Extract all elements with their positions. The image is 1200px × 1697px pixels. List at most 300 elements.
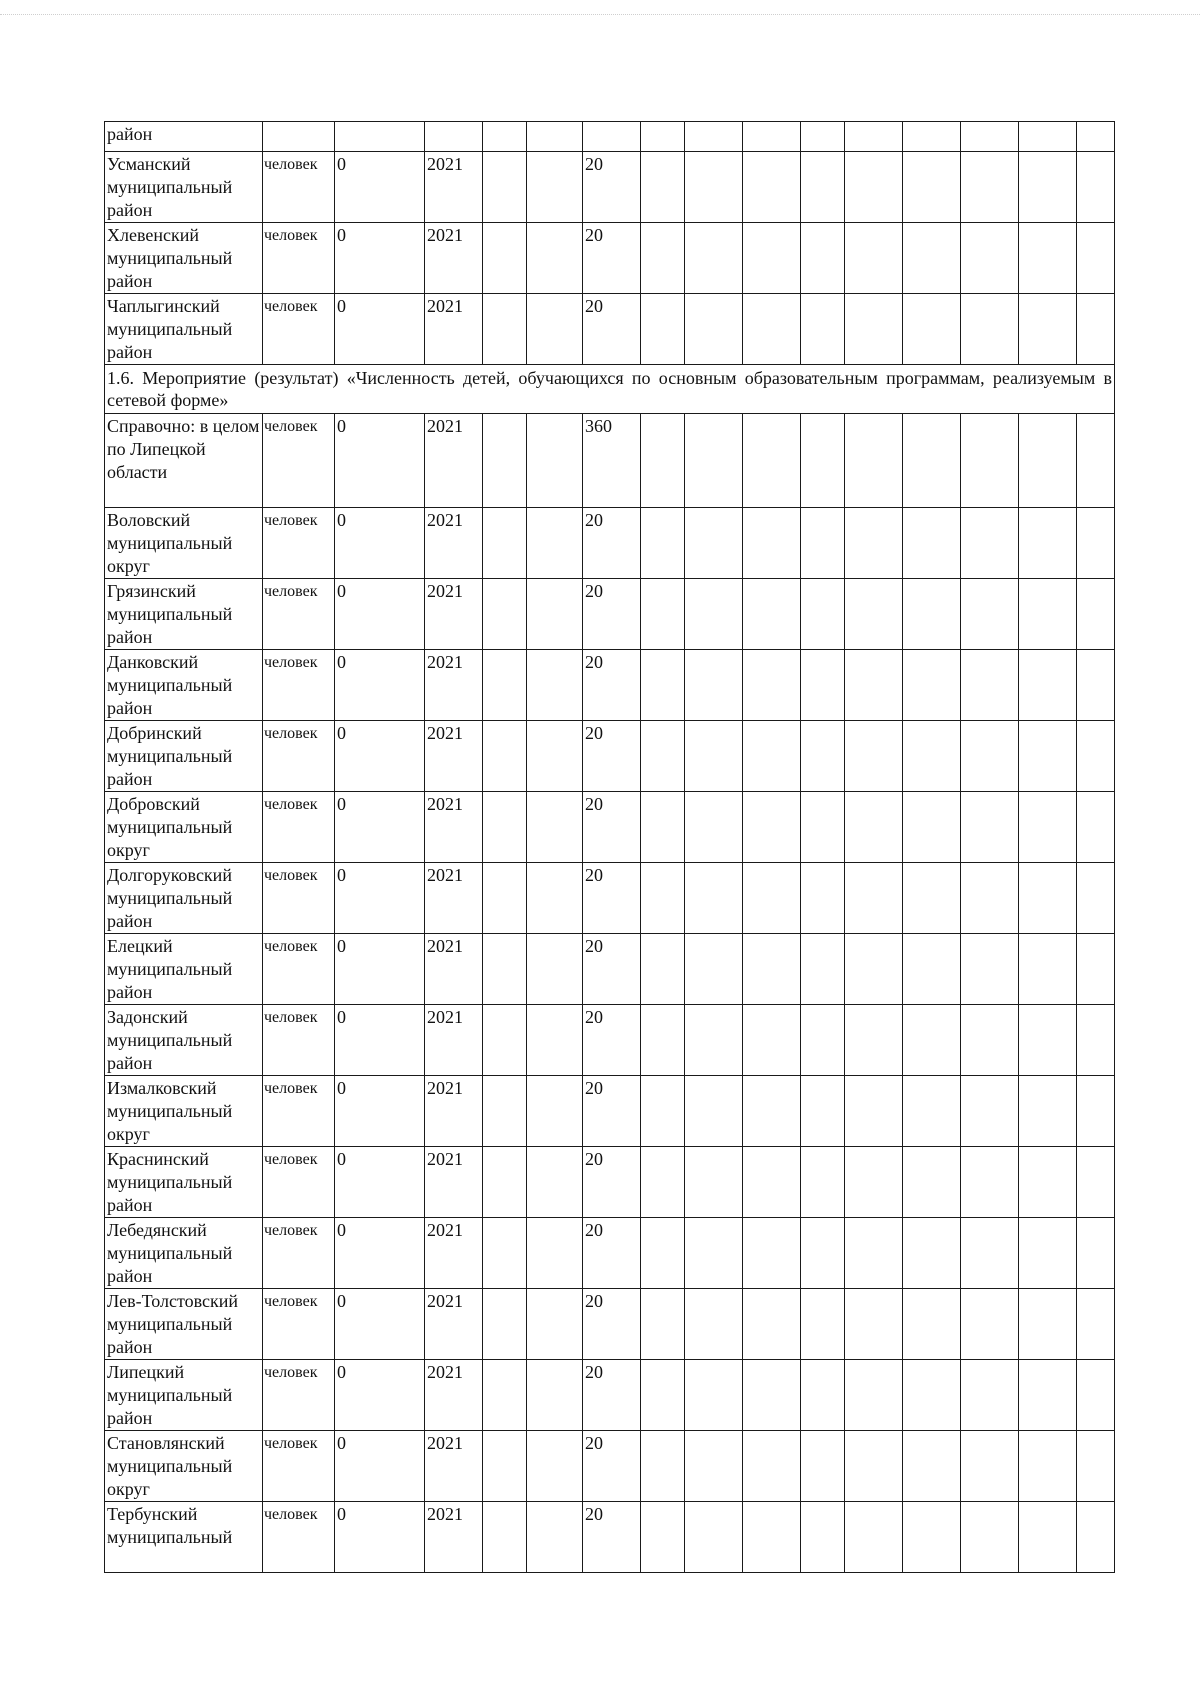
empty-cell xyxy=(1077,650,1115,721)
base-year-cell: 2021 xyxy=(425,152,483,223)
empty-cell xyxy=(845,863,903,934)
table-row xyxy=(105,650,1115,721)
empty-cell xyxy=(483,122,527,152)
empty-cell xyxy=(641,508,685,579)
empty-cell xyxy=(641,863,685,934)
base-value-cell xyxy=(335,122,425,152)
empty-cell xyxy=(903,152,961,223)
empty-cell xyxy=(801,1502,845,1573)
table-row xyxy=(105,1502,1115,1573)
plan-value-cell: 20 xyxy=(583,508,641,579)
district-name-cell: Задонский муниципальный район xyxy=(105,1005,263,1076)
plan-value-cell: 360 xyxy=(583,414,641,508)
base-year-cell: 2021 xyxy=(425,1360,483,1431)
unit-cell: человек xyxy=(263,1076,335,1147)
empty-cell xyxy=(801,721,845,792)
empty-cell xyxy=(1019,1431,1077,1502)
empty-cell xyxy=(685,721,743,792)
empty-cell xyxy=(483,579,527,650)
plan-value-cell: 20 xyxy=(583,650,641,721)
empty-cell xyxy=(845,223,903,294)
base-value-cell: 0 xyxy=(335,934,425,1005)
base-value-cell: 0 xyxy=(335,1289,425,1360)
empty-cell xyxy=(483,1502,527,1573)
empty-cell xyxy=(743,579,801,650)
table-row xyxy=(105,1289,1115,1360)
base-year-cell: 2021 xyxy=(425,414,483,508)
empty-cell xyxy=(961,1147,1019,1218)
empty-cell xyxy=(641,294,685,365)
table-row xyxy=(105,1360,1115,1431)
table-row xyxy=(105,122,1115,152)
empty-cell xyxy=(743,508,801,579)
base-year-cell: 2021 xyxy=(425,223,483,294)
empty-cell xyxy=(483,1289,527,1360)
empty-cell xyxy=(743,294,801,365)
empty-cell xyxy=(801,650,845,721)
empty-cell xyxy=(685,508,743,579)
empty-cell xyxy=(1077,152,1115,223)
base-year-cell: 2021 xyxy=(425,1218,483,1289)
base-year-cell: 2021 xyxy=(425,579,483,650)
base-year-cell: 2021 xyxy=(425,721,483,792)
district-name-cell: Становлянский муниципальный округ xyxy=(105,1431,263,1502)
empty-cell xyxy=(1077,223,1115,294)
empty-cell xyxy=(685,122,743,152)
section-header-body xyxy=(105,365,1115,414)
empty-cell xyxy=(527,1502,583,1573)
empty-cell xyxy=(961,721,1019,792)
empty-cell xyxy=(903,579,961,650)
unit-cell: человек xyxy=(263,579,335,650)
table-row xyxy=(105,1147,1115,1218)
empty-cell xyxy=(641,223,685,294)
unit-cell: человек xyxy=(263,934,335,1005)
empty-cell xyxy=(961,1289,1019,1360)
unit-cell: человек xyxy=(263,721,335,792)
empty-cell xyxy=(1019,1289,1077,1360)
empty-cell xyxy=(961,1076,1019,1147)
district-name-cell: Усманский муниципальный район xyxy=(105,152,263,223)
table-row xyxy=(105,152,1115,223)
table-row xyxy=(105,223,1115,294)
empty-cell xyxy=(845,152,903,223)
empty-cell xyxy=(527,579,583,650)
unit-cell: человек xyxy=(263,508,335,579)
empty-cell xyxy=(1077,1147,1115,1218)
empty-cell xyxy=(845,579,903,650)
empty-cell xyxy=(483,1005,527,1076)
empty-cell xyxy=(641,792,685,863)
empty-cell xyxy=(685,1076,743,1147)
unit-cell: человек xyxy=(263,152,335,223)
empty-cell xyxy=(903,508,961,579)
empty-cell xyxy=(845,1289,903,1360)
empty-cell xyxy=(685,152,743,223)
base-year-cell: 2021 xyxy=(425,1502,483,1573)
empty-cell xyxy=(801,152,845,223)
district-name-cell: Чаплыгинский муниципальный район xyxy=(105,294,263,365)
base-value-cell: 0 xyxy=(335,863,425,934)
unit-cell: человек xyxy=(263,1502,335,1573)
table-body-part2 xyxy=(105,414,1115,1573)
empty-cell xyxy=(743,792,801,863)
empty-cell xyxy=(527,414,583,508)
empty-cell xyxy=(743,152,801,223)
empty-cell xyxy=(1077,414,1115,508)
empty-cell xyxy=(527,122,583,152)
unit-cell: человек xyxy=(263,650,335,721)
empty-cell xyxy=(1077,1431,1115,1502)
empty-cell xyxy=(903,1147,961,1218)
empty-cell xyxy=(961,414,1019,508)
empty-cell xyxy=(685,294,743,365)
empty-cell xyxy=(1019,1218,1077,1289)
empty-cell xyxy=(483,223,527,294)
table-row xyxy=(105,414,1115,508)
table-row xyxy=(105,721,1115,792)
empty-cell xyxy=(1019,579,1077,650)
empty-cell xyxy=(1077,1360,1115,1431)
district-name-cell: Добровский муниципальный округ xyxy=(105,792,263,863)
empty-cell xyxy=(1077,1005,1115,1076)
empty-cell xyxy=(685,223,743,294)
district-name-cell: Грязинский муниципальный район xyxy=(105,579,263,650)
empty-cell xyxy=(961,792,1019,863)
empty-cell xyxy=(1019,122,1077,152)
district-name-cell: Долгоруковский муниципальный район xyxy=(105,863,263,934)
base-year-cell: 2021 xyxy=(425,792,483,863)
empty-cell xyxy=(801,1218,845,1289)
base-year-cell: 2021 xyxy=(425,294,483,365)
table-row xyxy=(105,1218,1115,1289)
empty-cell xyxy=(483,721,527,792)
base-value-cell: 0 xyxy=(335,223,425,294)
empty-cell xyxy=(1019,934,1077,1005)
empty-cell xyxy=(483,508,527,579)
empty-cell xyxy=(845,414,903,508)
empty-cell xyxy=(685,1360,743,1431)
empty-cell xyxy=(1019,508,1077,579)
base-value-cell: 0 xyxy=(335,1147,425,1218)
base-value-cell: 0 xyxy=(335,1218,425,1289)
empty-cell xyxy=(527,934,583,1005)
empty-cell xyxy=(527,1289,583,1360)
table-row xyxy=(105,1431,1115,1502)
base-value-cell: 0 xyxy=(335,792,425,863)
unit-cell: человек xyxy=(263,1431,335,1502)
empty-cell xyxy=(641,1360,685,1431)
empty-cell xyxy=(527,1005,583,1076)
empty-cell xyxy=(961,1502,1019,1573)
empty-cell xyxy=(527,1147,583,1218)
plan-value-cell: 20 xyxy=(583,579,641,650)
empty-cell xyxy=(903,1289,961,1360)
plan-value-cell: 20 xyxy=(583,1289,641,1360)
empty-cell xyxy=(743,1005,801,1076)
table-row xyxy=(105,792,1115,863)
empty-cell xyxy=(903,1005,961,1076)
empty-cell xyxy=(1077,792,1115,863)
unit-cell xyxy=(263,122,335,152)
empty-cell xyxy=(903,721,961,792)
empty-cell xyxy=(903,294,961,365)
plan-value-cell: 20 xyxy=(583,721,641,792)
empty-cell xyxy=(1019,721,1077,792)
empty-cell xyxy=(743,414,801,508)
empty-cell xyxy=(743,1076,801,1147)
empty-cell xyxy=(903,792,961,863)
empty-cell xyxy=(1019,152,1077,223)
empty-cell xyxy=(961,223,1019,294)
empty-cell xyxy=(1077,1502,1115,1573)
scan-top-edge xyxy=(0,14,1200,15)
empty-cell xyxy=(1019,223,1077,294)
empty-cell xyxy=(527,792,583,863)
base-year-cell: 2021 xyxy=(425,1431,483,1502)
unit-cell: человек xyxy=(263,223,335,294)
empty-cell xyxy=(641,1005,685,1076)
base-year-cell xyxy=(425,122,483,152)
empty-cell xyxy=(641,122,685,152)
empty-cell xyxy=(903,1218,961,1289)
base-year-cell: 2021 xyxy=(425,1289,483,1360)
empty-cell xyxy=(641,1218,685,1289)
empty-cell xyxy=(527,508,583,579)
empty-cell xyxy=(961,863,1019,934)
empty-cell xyxy=(801,863,845,934)
empty-cell xyxy=(1019,650,1077,721)
unit-cell: человек xyxy=(263,792,335,863)
empty-cell xyxy=(743,1218,801,1289)
empty-cell xyxy=(801,508,845,579)
table-row xyxy=(105,863,1115,934)
empty-cell xyxy=(1077,1076,1115,1147)
empty-cell xyxy=(641,1289,685,1360)
empty-cell xyxy=(743,650,801,721)
empty-cell xyxy=(743,934,801,1005)
empty-cell xyxy=(483,294,527,365)
empty-cell xyxy=(903,650,961,721)
empty-cell xyxy=(845,792,903,863)
empty-cell xyxy=(801,1076,845,1147)
empty-cell xyxy=(483,650,527,721)
plan-value-cell: 20 xyxy=(583,1147,641,1218)
empty-cell xyxy=(903,934,961,1005)
base-year-cell: 2021 xyxy=(425,934,483,1005)
indicator-table xyxy=(104,121,1115,1573)
empty-cell xyxy=(1019,863,1077,934)
empty-cell xyxy=(527,650,583,721)
empty-cell xyxy=(845,1005,903,1076)
base-value-cell: 0 xyxy=(335,1005,425,1076)
section-title: 1.6. Мероприятие (результат) «Численность детей, обучающихся по основным образовательным программам, реализуемым в сетевой форме» xyxy=(105,365,1115,414)
unit-cell: человек xyxy=(263,863,335,934)
base-year-cell: 2021 xyxy=(425,1005,483,1076)
unit-cell: человек xyxy=(263,1289,335,1360)
base-year-cell: 2021 xyxy=(425,1076,483,1147)
empty-cell xyxy=(527,863,583,934)
empty-cell xyxy=(903,1502,961,1573)
empty-cell xyxy=(845,1076,903,1147)
empty-cell xyxy=(801,122,845,152)
empty-cell xyxy=(845,508,903,579)
empty-cell xyxy=(1019,1360,1077,1431)
empty-cell xyxy=(685,792,743,863)
empty-cell xyxy=(903,1360,961,1431)
empty-cell xyxy=(1019,792,1077,863)
empty-cell xyxy=(801,792,845,863)
plan-value-cell: 20 xyxy=(583,1360,641,1431)
empty-cell xyxy=(743,1502,801,1573)
table-row xyxy=(105,934,1115,1005)
district-name-cell: Лев-Толстовский муниципальный район xyxy=(105,1289,263,1360)
empty-cell xyxy=(743,223,801,294)
empty-cell xyxy=(483,1218,527,1289)
empty-cell xyxy=(1077,721,1115,792)
empty-cell xyxy=(961,1360,1019,1431)
base-value-cell: 0 xyxy=(335,294,425,365)
empty-cell xyxy=(743,1289,801,1360)
plan-value-cell: 20 xyxy=(583,934,641,1005)
empty-cell xyxy=(527,294,583,365)
empty-cell xyxy=(641,934,685,1005)
district-name-cell: Хлевенский муниципальный район xyxy=(105,223,263,294)
empty-cell xyxy=(1019,1502,1077,1573)
district-name-cell: Елецкий муниципальный район xyxy=(105,934,263,1005)
empty-cell xyxy=(641,650,685,721)
empty-cell xyxy=(1077,508,1115,579)
empty-cell xyxy=(743,1360,801,1431)
empty-cell xyxy=(641,721,685,792)
plan-value-cell: 20 xyxy=(583,223,641,294)
empty-cell xyxy=(961,1218,1019,1289)
district-name-cell: Лебедянский муниципальный район xyxy=(105,1218,263,1289)
empty-cell xyxy=(685,934,743,1005)
empty-cell xyxy=(961,508,1019,579)
empty-cell xyxy=(641,1431,685,1502)
base-value-cell: 0 xyxy=(335,1360,425,1431)
unit-cell: человек xyxy=(263,1147,335,1218)
base-value-cell: 0 xyxy=(335,1502,425,1573)
district-name-cell: Краснинский муниципальный район xyxy=(105,1147,263,1218)
empty-cell xyxy=(685,650,743,721)
empty-cell xyxy=(1077,122,1115,152)
unit-cell: человек xyxy=(263,1360,335,1431)
empty-cell xyxy=(845,1218,903,1289)
empty-cell xyxy=(685,1218,743,1289)
empty-cell xyxy=(903,122,961,152)
base-year-cell: 2021 xyxy=(425,863,483,934)
plan-value-cell: 20 xyxy=(583,1218,641,1289)
empty-cell xyxy=(685,414,743,508)
empty-cell xyxy=(961,650,1019,721)
empty-cell xyxy=(845,1502,903,1573)
base-value-cell: 0 xyxy=(335,1431,425,1502)
empty-cell xyxy=(641,579,685,650)
empty-cell xyxy=(483,863,527,934)
district-name-cell: Липецкий муниципальный район xyxy=(105,1360,263,1431)
empty-cell xyxy=(641,1147,685,1218)
empty-cell xyxy=(1019,1076,1077,1147)
base-value-cell: 0 xyxy=(335,721,425,792)
empty-cell xyxy=(845,721,903,792)
empty-cell xyxy=(801,1431,845,1502)
empty-cell xyxy=(483,934,527,1005)
empty-cell xyxy=(527,1076,583,1147)
plan-value-cell xyxy=(583,122,641,152)
plan-value-cell: 20 xyxy=(583,1005,641,1076)
base-value-cell: 0 xyxy=(335,414,425,508)
empty-cell xyxy=(903,863,961,934)
empty-cell xyxy=(845,1147,903,1218)
empty-cell xyxy=(903,1076,961,1147)
empty-cell xyxy=(483,792,527,863)
empty-cell xyxy=(801,1005,845,1076)
empty-cell xyxy=(685,1005,743,1076)
plan-value-cell: 20 xyxy=(583,1502,641,1573)
plan-value-cell: 20 xyxy=(583,1431,641,1502)
empty-cell xyxy=(845,294,903,365)
district-name-cell: Данковский муниципальный район xyxy=(105,650,263,721)
empty-cell xyxy=(1077,863,1115,934)
empty-cell xyxy=(845,1431,903,1502)
empty-cell xyxy=(903,414,961,508)
unit-cell: человек xyxy=(263,414,335,508)
district-name-cell: Справочно: в целом по Липецкой области xyxy=(105,414,263,508)
empty-cell xyxy=(1019,1147,1077,1218)
empty-cell xyxy=(903,223,961,294)
empty-cell xyxy=(743,863,801,934)
base-value-cell: 0 xyxy=(335,152,425,223)
unit-cell: человек xyxy=(263,294,335,365)
district-name-cell: Добринский муниципальный район xyxy=(105,721,263,792)
empty-cell xyxy=(961,579,1019,650)
base-value-cell: 0 xyxy=(335,650,425,721)
empty-cell xyxy=(685,579,743,650)
empty-cell xyxy=(961,934,1019,1005)
empty-cell xyxy=(801,1360,845,1431)
empty-cell xyxy=(483,1360,527,1431)
plan-value-cell: 20 xyxy=(583,1076,641,1147)
empty-cell xyxy=(961,152,1019,223)
empty-cell xyxy=(845,934,903,1005)
empty-cell xyxy=(903,1431,961,1502)
empty-cell xyxy=(961,1431,1019,1502)
empty-cell xyxy=(845,122,903,152)
empty-cell xyxy=(1019,414,1077,508)
empty-cell xyxy=(527,223,583,294)
empty-cell xyxy=(641,414,685,508)
table-body-part1 xyxy=(105,122,1115,365)
empty-cell xyxy=(1077,1289,1115,1360)
empty-cell xyxy=(685,1431,743,1502)
empty-cell xyxy=(801,294,845,365)
empty-cell xyxy=(641,152,685,223)
base-value-cell: 0 xyxy=(335,508,425,579)
empty-cell xyxy=(961,294,1019,365)
empty-cell xyxy=(743,122,801,152)
district-name-cell: Воловский муниципальный округ xyxy=(105,508,263,579)
empty-cell xyxy=(527,152,583,223)
empty-cell xyxy=(743,1147,801,1218)
empty-cell xyxy=(845,650,903,721)
empty-cell xyxy=(801,579,845,650)
empty-cell xyxy=(1077,934,1115,1005)
empty-cell xyxy=(801,1147,845,1218)
table-row xyxy=(105,1076,1115,1147)
empty-cell xyxy=(685,1147,743,1218)
